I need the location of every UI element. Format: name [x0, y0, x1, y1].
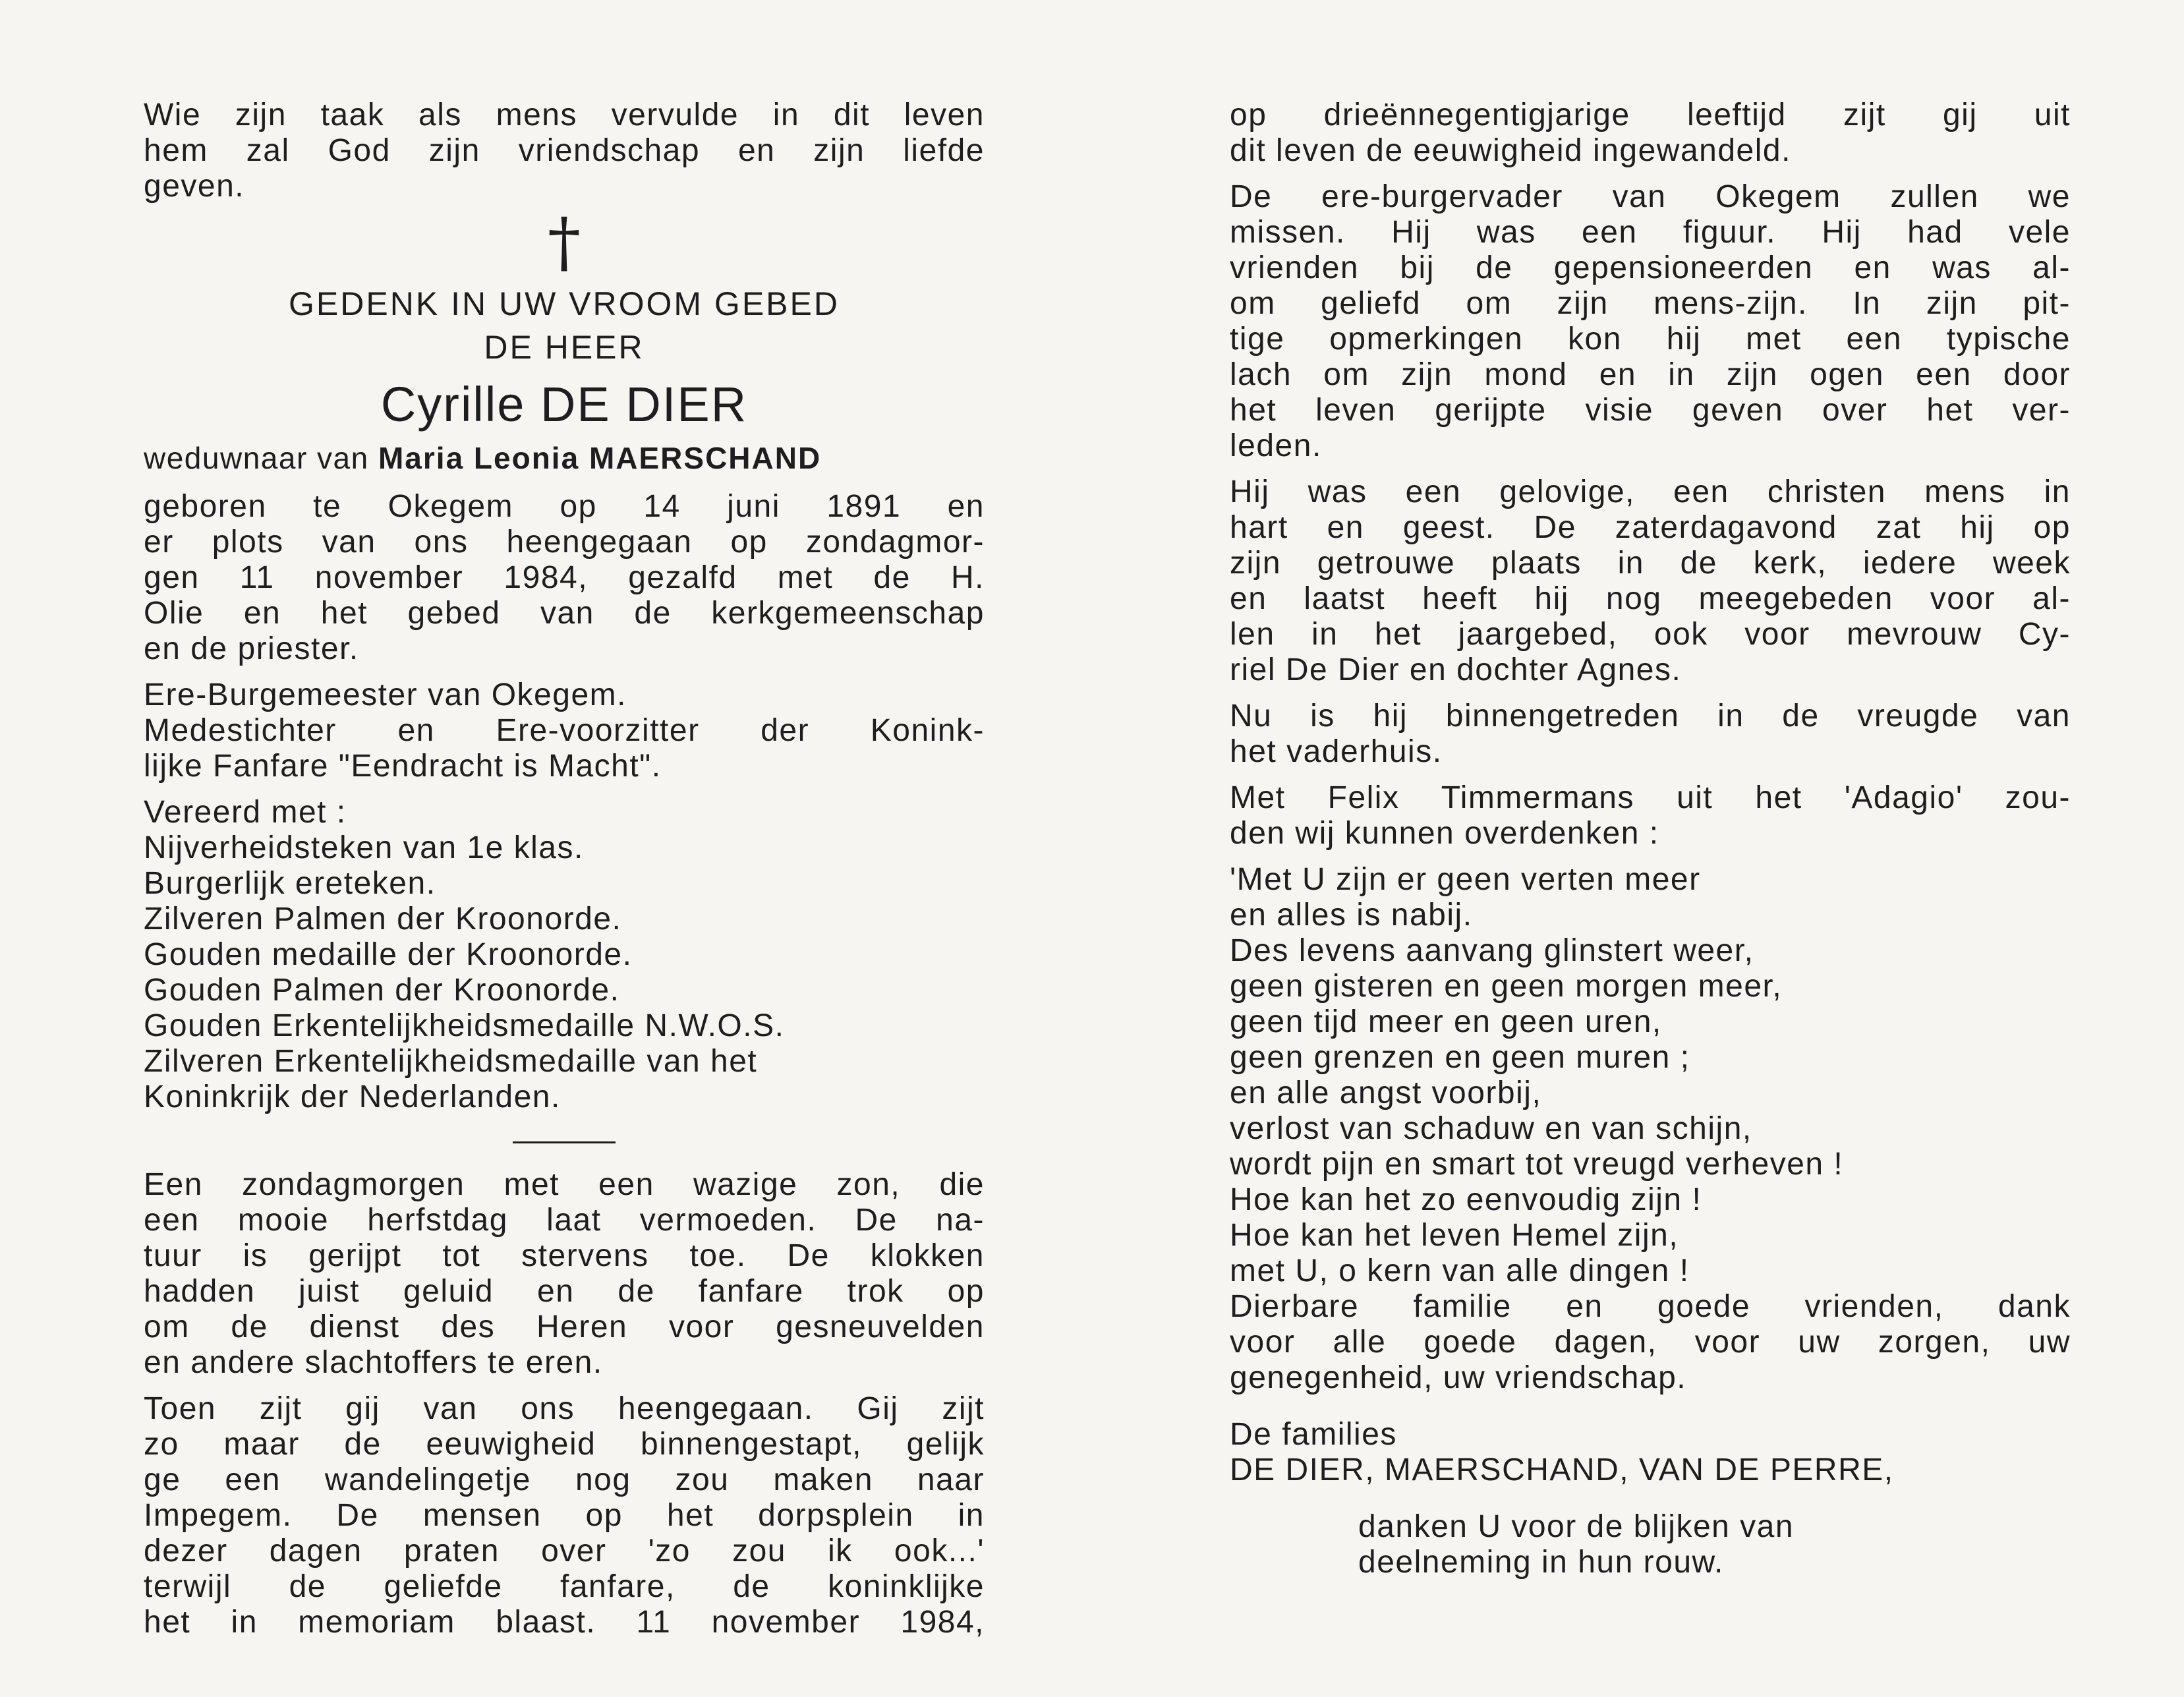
text-line: riel De Dier en dochter Agnes.: [1230, 652, 1682, 687]
departure-paragraph: [144, 1391, 985, 1640]
text-line: hem zal God zijn vriendschap en zijn liefde: [144, 133, 985, 168]
age-paragraph: [1230, 98, 2071, 169]
thanks-paragraph: [1230, 1289, 2071, 1396]
text-line: geven.: [144, 169, 245, 204]
text-line: het vaderhuis.: [1230, 734, 1443, 769]
text-line: dit leven de eeuwigheid ingewandeld.: [1230, 133, 1791, 168]
poem-line: verlost van schaduw en van schijn,: [1230, 1111, 1752, 1146]
text-line: voor alle goede dagen, voor uw zorgen, uw: [1230, 1325, 2071, 1360]
spouse-name: Maria Leonia MAERSCHAND: [378, 441, 822, 475]
poem-line: wordt pijn en smart tot vreugd verheven !: [1230, 1147, 1844, 1182]
list-item: Gouden Palmen der Kroonorde.: [144, 973, 620, 1008]
text-line: len in het jaargebed, ook voor mevrouw Cy-: [1230, 617, 2071, 652]
text-line: Nu is hij binnengetreden in de vreugde van: [1230, 699, 2071, 733]
text-line: het in memoriam blaast. 11 november 1984,: [144, 1605, 985, 1640]
titles-paragraph: [144, 677, 985, 784]
poem-line: Des levens aanvang glinstert weer,: [1230, 933, 1754, 968]
text-line: het leven gerijpte visie geven over het ver-: [1230, 393, 2071, 428]
list-item: Nijverheidsteken van 1e klas.: [144, 830, 584, 865]
families-names: DE DIER, MAERSCHAND, VAN DE PERRE,: [1230, 1453, 1894, 1487]
cross-icon: †: [548, 204, 581, 281]
text-line: zijn getrouwe plaats in de kerk, iedere week: [1230, 546, 2071, 581]
closing-block: [1230, 1509, 1918, 1580]
text-line: Met Felix Timmermans uit het 'Adagio' zou-: [1230, 780, 2071, 815]
text-line: Impegem. De mensen op het dorpsplein in: [144, 1498, 985, 1533]
poem-line: geen grenzen en geen muren ;: [1230, 1040, 1690, 1075]
faith-paragraph: [1230, 475, 2071, 688]
list-item: Koninkrijk der Nederlanden.: [144, 1079, 561, 1114]
text-line: Dierbare familie en goede vrienden, dank: [1230, 1289, 2071, 1324]
widower-line: [144, 438, 985, 478]
fatherhouse-paragraph: [1230, 699, 2071, 770]
left-column: [144, 98, 985, 1640]
text-line: dezer dagen praten over 'zo zou ik ook...': [144, 1534, 985, 1568]
text-line: een mooie herfstdag laat vermoeden. De na-: [144, 1203, 985, 1238]
text-line: tige opmerkingen kon hij met een typische: [1230, 322, 2071, 357]
text-line: lijke Fanfare "Eendracht is Macht".: [144, 749, 662, 784]
divider: [513, 1141, 616, 1143]
text-line: Een zondagmorgen met een wazige zon, die: [144, 1167, 985, 1202]
text-line: deelneming in hun rouw.: [1358, 1545, 1724, 1580]
intro-verse: [144, 98, 985, 204]
list-item: Gouden Erkentelijkheidsmedaille N.W.O.S.: [144, 1008, 785, 1043]
sunday-paragraph: [144, 1167, 985, 1381]
mayor-paragraph: [1230, 179, 2071, 464]
text-line: hart en geest. De zaterdagavond zat hij op: [1230, 510, 2071, 545]
poem-line: 'Met U zijn er geen verten meer: [1230, 862, 1701, 897]
text-line: danken U voor de blijken van: [1358, 1509, 1795, 1544]
poem-line: Hoe kan het zo eenvoudig zijn !: [1230, 1182, 1702, 1217]
poem-line: en alles is nabij.: [1230, 898, 1473, 933]
text-line: den wij kunnen overdenken :: [1230, 816, 1659, 851]
list-item: Zilveren Palmen der Kroonorde.: [144, 902, 622, 936]
text-line: er plots van ons heengegaan op zondagmor-: [144, 525, 985, 560]
text-line: vrienden bij de gepensioneerden en was al-: [1230, 250, 2071, 285]
poem-line: met U, o kern van alle dingen !: [1230, 1253, 1690, 1288]
text-line: om de dienst des Heren voor gesneuvelden: [144, 1309, 985, 1344]
deceased-name: Cyrille DE DIER: [380, 377, 748, 432]
families-label: De families: [1230, 1417, 1397, 1452]
text-line: Toen zijt gij van ons heengegaan. Gij zijt: [144, 1391, 985, 1426]
poem-line: Hoe kan het leven Hemel zijn,: [1230, 1218, 1679, 1253]
heading-remember: GEDENK IN UW VROOM GEBED: [289, 285, 840, 322]
right-column: [1230, 98, 2071, 1580]
text-line: om geliefd om zijn mens-zijn. In zijn pit-: [1230, 286, 2071, 321]
text-line: Olie en het gebed van de kerkgemeenschap: [144, 596, 985, 631]
list-item: Zilveren Erkentelijkheidsmedaille van het: [144, 1044, 758, 1079]
text-line: en laatst heeft hij nog meegebeden voor al-: [1230, 581, 2071, 616]
text-line: leden.: [1230, 428, 1322, 463]
text-line: De ere-burgervader van Okegem zullen we: [1230, 179, 2071, 214]
text-line: zo maar de eeuwigheid binnengestapt, gelijk: [144, 1427, 985, 1462]
heading-title: DE HEER: [484, 329, 645, 366]
text-line: hadden juist geluid en de fanfare trok op: [144, 1274, 985, 1309]
text-line: geboren te Okegem op 14 juni 1891 en: [144, 489, 985, 524]
text-line: ge een wandelingetje nog zou maken naar: [144, 1462, 985, 1497]
text-line: gen 11 november 1984, gezalfd met de H.: [144, 560, 985, 595]
text-line: Medestichter en Ere-voorzitter der Konink-: [144, 713, 985, 748]
text-line: missen. Hij was een figuur. Hij had vele: [1230, 215, 2071, 250]
birth-paragraph: [144, 489, 985, 667]
text-line: Ere-Burgemeester van Okegem.: [144, 677, 627, 712]
text-line: en andere slachtoffers te eren.: [144, 1345, 603, 1380]
list-item: Burgerlijk ereteken.: [144, 866, 436, 901]
widower-prefix: weduwnaar van: [144, 441, 369, 475]
honors-heading: Vereerd met :: [144, 795, 347, 830]
list-item: Gouden medaille der Kroonorde.: [144, 937, 633, 972]
text-line: en de priester.: [144, 631, 359, 666]
poem-line: en alle angst voorbij,: [1230, 1076, 1542, 1110]
poem: [1230, 862, 2071, 1289]
text-line: lach om zijn mond en in zijn ogen een door: [1230, 357, 2071, 392]
text-line: tuur is gerijpt tot stervens toe. De klokken: [144, 1238, 985, 1273]
text-line: Wie zijn taak als mens vervulde in dit leven: [144, 98, 985, 132]
text-line: op drieënnegentigjarige leeftijd zijt gij uit: [1230, 98, 2071, 132]
poem-line: geen tijd meer en geen uren,: [1230, 1004, 1662, 1039]
families-block: [1230, 1417, 2071, 1488]
timmermans-paragraph: [1230, 780, 2071, 851]
poem-line: geen gisteren en geen morgen meer,: [1230, 969, 1783, 1004]
text-line: Hij was een gelovige, een christen mens in: [1230, 475, 2071, 509]
honors-list: [144, 795, 985, 1115]
text-line: terwijl de geliefde fanfare, de koninklijke: [144, 1569, 985, 1604]
text-line: genegenheid, uw vriendschap.: [1230, 1360, 1687, 1395]
